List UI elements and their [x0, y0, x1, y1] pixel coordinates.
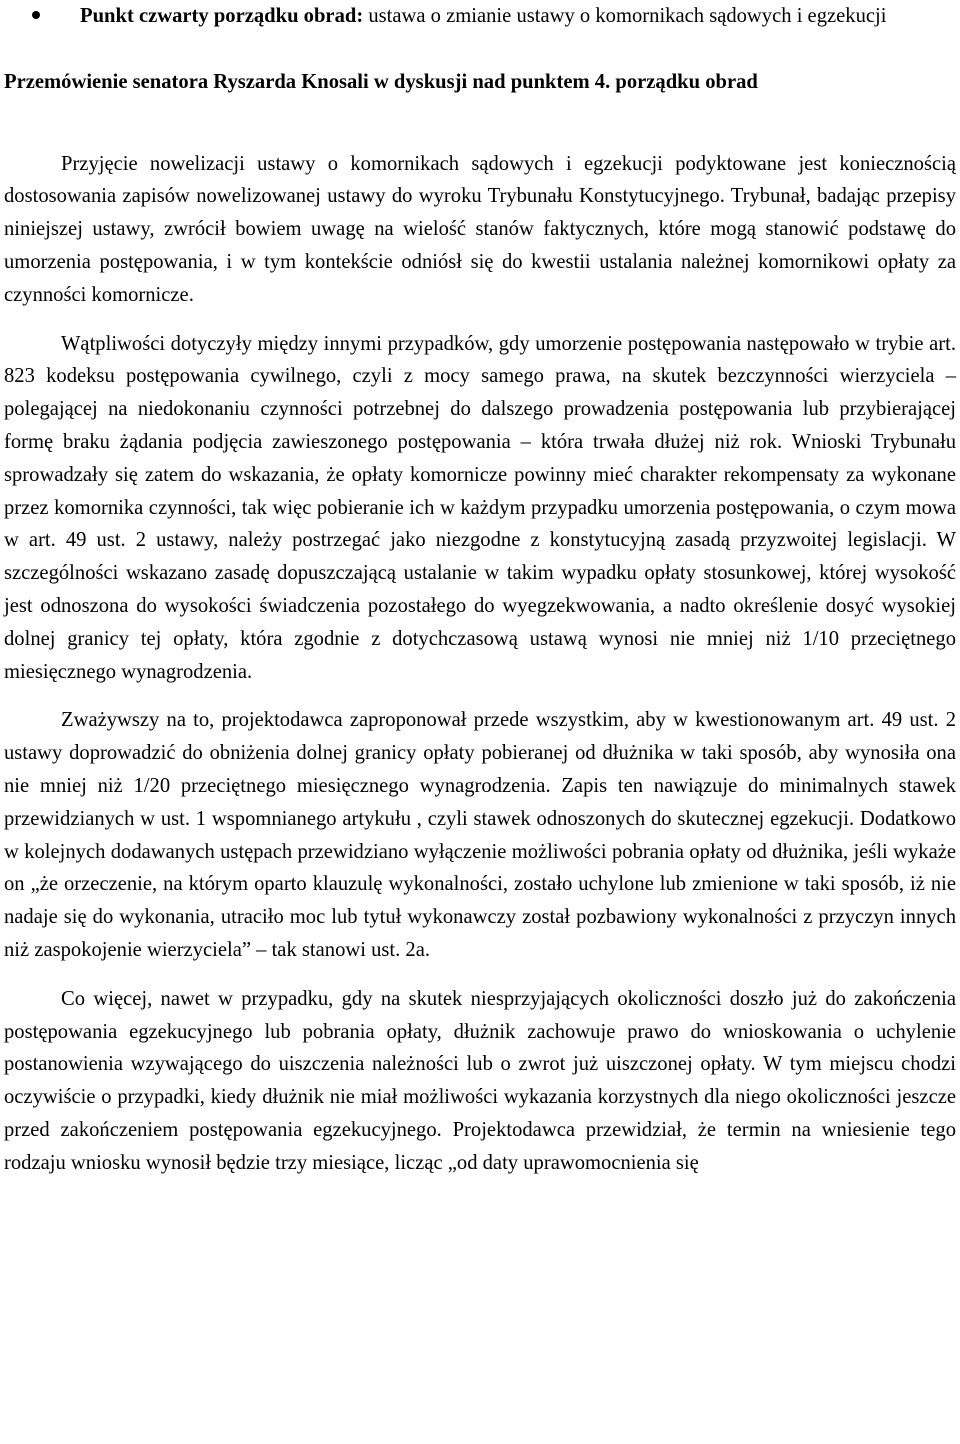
paragraph: Przyjęcie nowelizacji ustawy o komornikach sądowych i egzekucji podyktowane jest koniecznością dostosowania zapisów nowelizowanej ustawy do wyroku Trybunału Konstytucyjnego. Trybunał, badając przepisy niniejszej ustawy, zwrócił bowiem uwagę na wielość stanów faktycznych, które mogą stanowić podstawę do umorzenia postępowania, i w tym kontekście odniósł się do kwestii ustalania należnej komornikowi opłaty za czynności komornicze. [4, 152, 956, 306]
bullet-icon [4, 0, 80, 33]
paragraph: Zważywszy na to, projektodawca zaproponował przede wszystkim, aby w kwestionowanym art. 49 ust. 2 ustawy doprowadzić do obniżenia dolnej granicy opłaty pobieranej od dłużnika w taki sposób, aby wynosiła ona nie mniej niż 1/20 przeciętnego miesięcznego wynagrodzenia. Zapis ten nawiązuje do minimalnych stawek przewidzianych w ust. 1 wspomnianego artykułu , czyli stawek odnoszonych do skutecznej egzekucji. Dodatkowo w kolejnych dodawanych ustępach przewidziano wyłączenie możliwości pobrania opłaty od dłużnika, jeśli wykaże on „że orzeczenie, na którym oparto klauzulę wykonalności, zostało uchylone lub zmienione w taki sposób, iż nie nadaje się do wykonania, utraciło moc lub tytuł wykonawczy został pozbawiony wykonalności z przyczyn innych niż zaspokojenie wierzyciela” – tak stanowi ust. 2a. [4, 709, 956, 961]
agenda-item-label: Punkt czwarty porządku obrad: [80, 5, 364, 27]
agenda-item [4, 0, 956, 33]
agenda-item-text: ustawa o zmianie ustawy o komornikach sądowych i egzekucji [363, 5, 887, 27]
paragraph: Wątpliwości dotyczyły między innymi przypadków, gdy umorzenie postępowania następowało w trybie art. 823 kodeksu postępowania cywilnego, czyli z mocy samego prawa, na skutek bezczynności wierzyciela – polegającej na niedokonaniu czynności potrzebnej do dalszego prowadzenia postępowania lub przybierającej formę braku żądania podjęcia zawieszonego postępowania – która trwała dłużej niż rok. Wnioski Trybunału sprowadzały się zatem do wskazania, że opłaty komornicze powinny mieć charakter rekompensaty za wykonane przez komornika czynności, tak więc pobieranie ich w każdym przypadku umorzenia postępowania, o czym mowa w art. 49 ust. 2 ustawy, należy postrzegać jako niezgodne z konstytucyjną zasadą przyzwoitej legislacji. W szczególności wskazano zasadę dopuszczającą ustalanie w takim wypadku opłaty stosunkowej, której wysokość jest odnoszona do wysokości świadczenia pozostałego do wyegzekwowania, a nadto określenie dosyć wysokiej dolnej granicy tej opłaty, która zgodnie z dotychczasową ustawą wynosi nie mniej niż 1/10 przeciętnego miesięcznego wynagrodzenia. [4, 332, 956, 683]
document-page [4, 0, 956, 1180]
speech-title: Przemówienie senatora Ryszarda Knosali w dyskusji nad punktem 4. porządku obrad [4, 70, 758, 93]
paragraph: Co więcej, nawet w przypadku, gdy na skutek niesprzyjających okoliczności doszło już do zakończenia postępowania egzekucyjnego lub pobrania opłaty, dłużnik zachowuje prawo do wnioskowania o uchylenie postanowienia wzywającego do uiszczenia należności lub o zwrot już uiszczonej opłaty. W tym miejscu chodzi oczywiście o przypadki, kiedy dłużnik nie miał możliwości wykazania korzystnych dla niego okoliczności jeszcze przed zakończeniem postępowania egzekucyjnego. Projektodawca przewidział, że termin na wniesienie tego rodzaju wniosku wynosił będzie trzy miesiące, licząc „od daty uprawomocnienia się [4, 987, 956, 1174]
